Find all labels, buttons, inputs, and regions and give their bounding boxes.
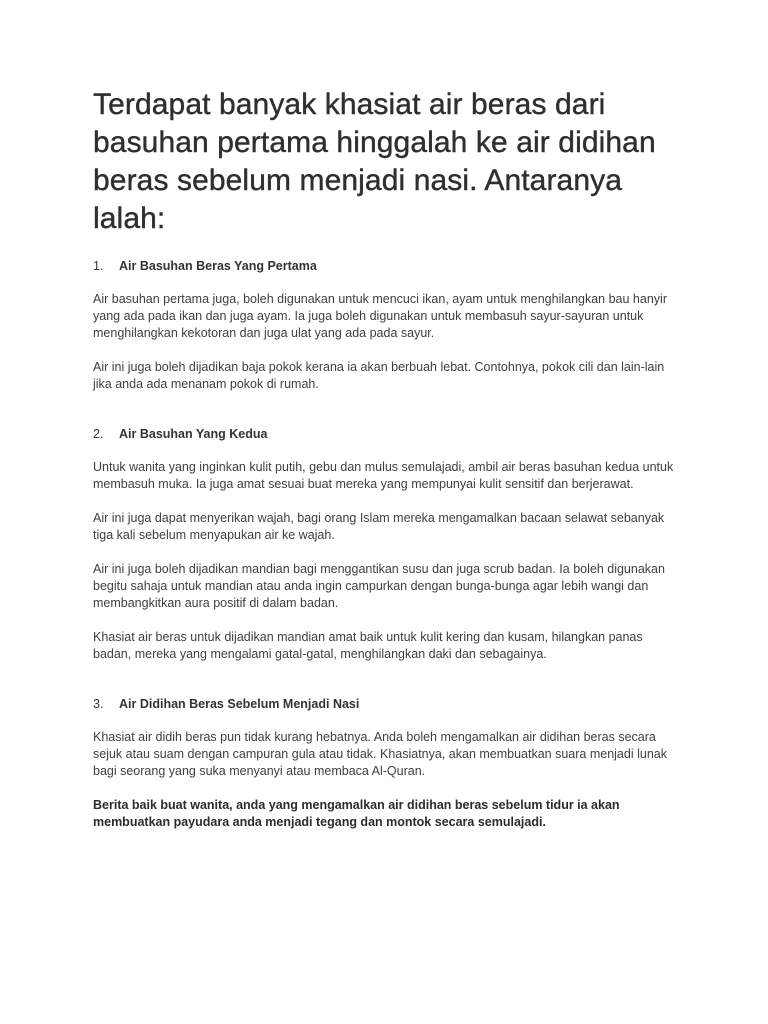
section-number: 1.: [93, 259, 104, 273]
paragraph: Air ini juga dapat menyerikan wajah, bagi orang Islam mereka mengamalkan bacaan selawat sebanyak tiga kali sebelum menyapukan air ke wajah.: [93, 511, 665, 542]
section-title: Air Basuhan Yang Kedua: [119, 427, 268, 441]
bold-paragraph: Berita baik buat wanita, anda yang mengamalkan air didihan beras sebelum tidur ia akan membuatkan payudara anda menjadi tegang dan montok secara semulajadi.: [93, 798, 620, 829]
paragraph: Air basuhan pertama juga, boleh digunakan untuk mencuci ikan, ayam untuk menghilangkan bau hanyir yang ada pada ikan dan juga ayam. Ia juga boleh digunakan untuk membasuh sayur-sayuran untuk menghilangkan kekotoran dan juga ulat yang ada pada sayur.: [93, 292, 667, 340]
section-title: Air Basuhan Beras Yang Pertama: [119, 259, 317, 273]
paragraph: Air ini juga boleh dijadikan mandian bagi menggantikan susu dan juga scrub badan. Ia boleh digunakan begitu sahaja untuk mandian atau anda ingin campurkan dengan bunga-bunga agar lebih wangi dan membangkitkan aura positif di dalam badan.: [93, 562, 665, 610]
paragraph: Untuk wanita yang inginkan kulit putih, gebu dan mulus semulajadi, ambil air beras basuhan kedua untuk membasuh muka. Ia juga amat sesuai buat mereka yang mempunyai kulit sensitif dan berjerawat.: [93, 460, 674, 491]
section-title: Air Didihan Beras Sebelum Menjadi Nasi: [119, 697, 360, 711]
document-page: [93, 86, 683, 831]
section-heading-3: [93, 696, 683, 713]
section-number: 3.: [93, 697, 104, 711]
section-heading-1: [93, 258, 683, 275]
paragraph: Khasiat air didih beras pun tidak kurang hebatnya. Anda boleh mengamalkan air didihan beras secara sejuk atau suam dengan campuran gula atau tidak. Khasiatnya, akan membuatkan suara menjadi lunak bagi seorang yang suka menyanyi atau membaca Al-Quran.: [93, 730, 667, 778]
section-heading-2: [93, 426, 683, 443]
document-title: Terdapat banyak khasiat air beras dari basuhan pertama hinggalah ke air didihan beras sebelum menjadi nasi. Antaranya lalah:: [93, 88, 656, 235]
section-number: 2.: [93, 427, 104, 441]
paragraph: Air ini juga boleh dijadikan baja pokok kerana ia akan berbuah lebat. Contohnya, pokok cili dan lain-lain jika anda ada menanam pokok di rumah.: [93, 360, 665, 391]
paragraph: Khasiat air beras untuk dijadikan mandian amat baik untuk kulit kering dan kusam, hilangkan panas badan, mereka yang mengalami gatal-gatal, menghilangkan daki dan sebagainya.: [93, 630, 643, 661]
